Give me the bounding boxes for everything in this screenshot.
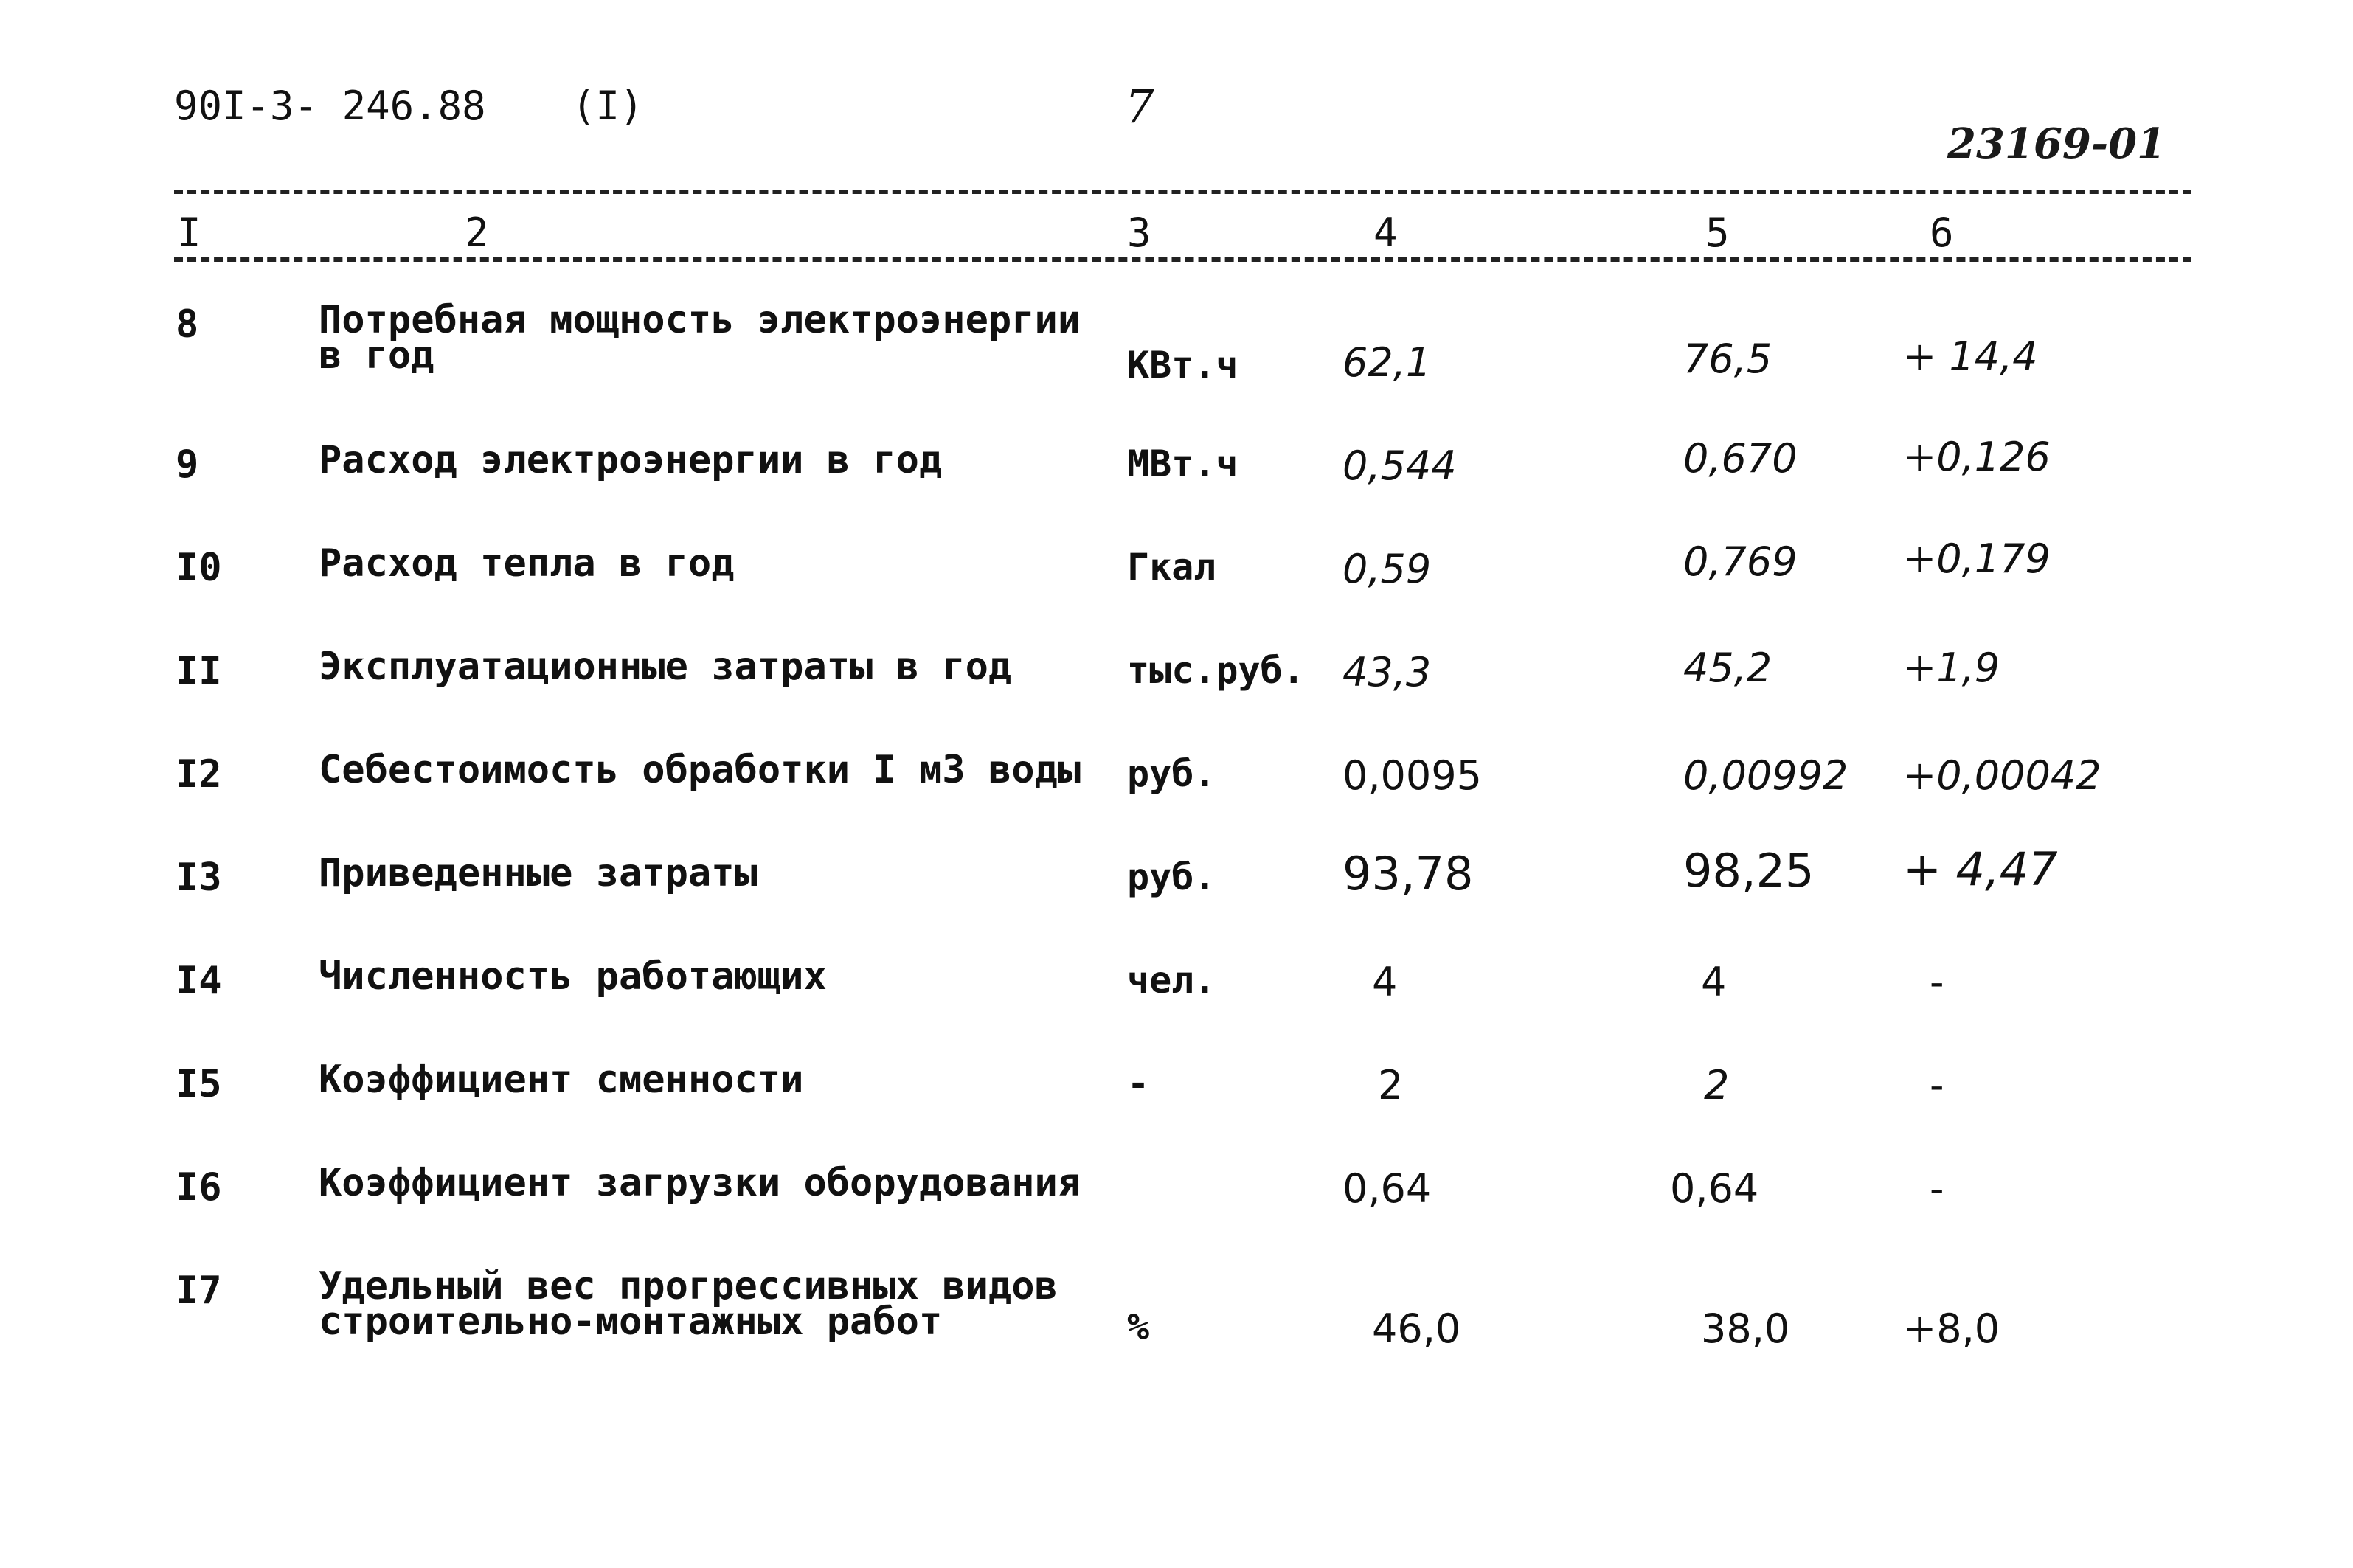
row-value-difference: +0,179 <box>1903 535 2051 582</box>
page-number: 7 <box>1125 80 1154 133</box>
row-value-analog: 0,00992 <box>1683 752 1848 799</box>
row-value-difference: +1,9 <box>1903 645 2000 691</box>
column-header-6: 6 <box>1930 209 1954 256</box>
row-name <box>319 438 943 482</box>
row-value-project: 0,0095 <box>1342 752 1482 799</box>
row-name-line: в год <box>319 333 434 378</box>
row-name <box>319 1264 1058 1344</box>
row-name <box>319 851 758 895</box>
row-name-line: Коэффициент сменности <box>319 1058 804 1102</box>
row-value-project: 0,544 <box>1342 443 1457 489</box>
row-value-analog: 4 <box>1701 959 1727 1005</box>
row-number: I5 <box>176 1062 222 1106</box>
row-unit: МВт.ч <box>1127 443 1238 485</box>
document-part: (I) <box>572 83 644 129</box>
row-value-analog: 98,25 <box>1683 844 1815 898</box>
row-name <box>319 541 735 586</box>
row-value-analog: 0,670 <box>1683 435 1798 482</box>
row-name-line: Себестоимость обработки I м3 воды <box>319 748 1081 792</box>
table-row <box>0 842 2353 922</box>
table-row <box>0 748 2353 819</box>
row-unit: руб. <box>1127 752 1216 795</box>
row-number: 9 <box>176 443 199 487</box>
table-row <box>0 1264 2353 1352</box>
row-unit: КВт.ч <box>1127 344 1238 386</box>
row-name-line: Потребная мощность электроэнергии <box>319 298 1081 342</box>
row-name-line: Расход электроэнергии в год <box>319 438 943 482</box>
row-number: I3 <box>176 856 222 900</box>
row-number: I4 <box>176 959 222 1003</box>
row-name <box>319 645 1012 689</box>
row-number: I2 <box>176 752 222 797</box>
row-unit: Гкал <box>1127 546 1216 589</box>
table-row <box>0 1058 2353 1128</box>
table-row <box>0 298 2353 386</box>
row-name-line: Численность работающих <box>319 954 827 999</box>
row-value-project: 2 <box>1378 1062 1404 1109</box>
row-value-difference: - <box>1930 1165 1944 1212</box>
row-value-difference: - <box>1930 1062 1944 1109</box>
row-number: I0 <box>176 546 222 590</box>
row-value-project: 43,3 <box>1342 649 1432 695</box>
row-name <box>319 954 827 999</box>
table-header-rule <box>174 257 2191 262</box>
row-value-project: 46,0 <box>1372 1305 1461 1352</box>
row-name <box>319 1161 1081 1205</box>
row-value-difference: + 4,47 <box>1903 842 2058 896</box>
row-value-difference: +0,00042 <box>1903 752 2101 799</box>
row-name <box>319 748 1081 792</box>
row-value-difference: - <box>1930 959 1944 1005</box>
row-value-analog: 2 <box>1704 1062 1730 1109</box>
row-name <box>319 298 1081 378</box>
row-value-analog: 38,0 <box>1701 1305 1790 1352</box>
table-row <box>0 1161 2353 1232</box>
table-row <box>0 645 2353 715</box>
row-name-line: Эксплуатационные затраты в год <box>319 645 1012 689</box>
row-value-project: 93,78 <box>1342 847 1474 901</box>
handwritten-document-number: 23169-01 <box>1947 119 2166 168</box>
column-header-1: I <box>177 209 201 256</box>
column-header-4: 4 <box>1373 209 1398 256</box>
row-value-analog: 76,5 <box>1683 336 1772 382</box>
row-name-line: Удельный вес прогрессивных видов <box>319 1264 1058 1308</box>
row-value-difference: +0,126 <box>1903 434 2051 480</box>
table-top-rule <box>174 190 2191 194</box>
row-value-difference: +8,0 <box>1903 1305 2000 1352</box>
row-name-line: Коэффициент загрузки оборудования <box>319 1161 1081 1205</box>
row-name-line: Приведенные затраты <box>319 851 758 895</box>
document-code: 90I-3- 246.88 <box>174 83 486 129</box>
row-number: I6 <box>176 1165 222 1210</box>
row-value-project: 4 <box>1372 959 1398 1005</box>
column-header-2: 2 <box>465 209 489 256</box>
row-value-difference: + 14,4 <box>1903 333 2038 380</box>
row-unit: чел. <box>1127 959 1216 1002</box>
table-row <box>0 434 2353 509</box>
row-unit: тыс.руб. <box>1127 649 1305 692</box>
row-number: 8 <box>176 302 199 347</box>
row-value-analog: 0,64 <box>1670 1165 1759 1212</box>
row-unit: руб. <box>1127 856 1216 898</box>
table-row <box>0 954 2353 1025</box>
row-value-project: 0,64 <box>1342 1165 1432 1212</box>
row-value-project: 62,1 <box>1342 339 1432 386</box>
row-name <box>319 1058 804 1102</box>
row-value-project: 0,59 <box>1342 546 1432 592</box>
row-value-analog: 0,769 <box>1683 538 1798 585</box>
row-value-analog: 45,2 <box>1683 645 1772 691</box>
row-number: II <box>176 649 222 693</box>
row-number: I7 <box>176 1269 222 1313</box>
row-name-line: строительно-монтажных работ <box>319 1300 943 1344</box>
row-unit: - <box>1127 1062 1150 1105</box>
column-header-5: 5 <box>1705 209 1730 256</box>
row-unit: % <box>1127 1305 1150 1348</box>
column-header-3: 3 <box>1127 209 1151 256</box>
table-row <box>0 535 2353 612</box>
row-name-line: Расход тепла в год <box>319 541 735 586</box>
